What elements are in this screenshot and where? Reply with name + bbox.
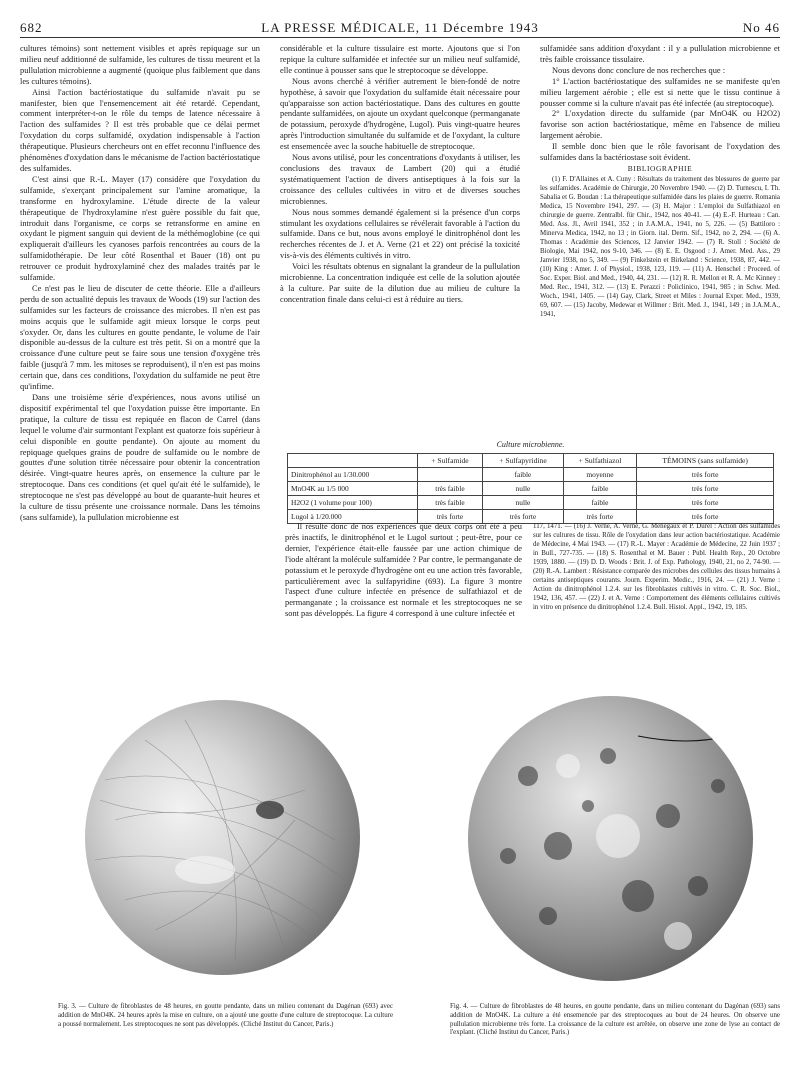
paragraph: Nous avons utilisé, pour les concentrations d'oxydants à utiliser, les conclusions des travaux de Lambert (20) qui a étudié systématiquement l'action de divers antiseptiques à la fois sur la croissance des cellules cultivées in vitro et de diverses souches microbiennes. — [280, 153, 520, 206]
table-cell: très forte — [637, 496, 774, 510]
table-cell: très forte — [637, 468, 774, 482]
table-row — [288, 482, 774, 496]
table-cell: Dinitrophénol au 1/30.000 — [288, 468, 418, 482]
bibliography-title: BIBLIOGRAPHIE — [627, 163, 693, 173]
table-header: + Sulfapyridine — [483, 454, 563, 468]
bibliography-part-2: 117, 1471. — (16) J. Verne, A. Verne, G. Menegaux et P. Durel : Action des sulfamides sur les cultures de tissu. Rôle de l'oxydation dans leur action bactériostatique. Académie de Médecine, 4 Mai 1943. — (17) R.-L. Mayer : Académie de Médecine, 22 Juin 1937 ; in Bull., 727-735. — (18) S. Rosenthal et M. Bauer : Publ. Health Rep., 20 Octobre 1939, 1880. — (19) D. D. Woods : Brit. J. of Exp. Pathology, 1940, 21, no 2, 74-90. — (20) R.-A. Lambert : Résistance comparée des microbes des cellules des tissus humains à certains antiseptiques courants. Journ. Experim. Medic., 1916, 24. — (21) J. Verne : Action du dinitrophénol 1.2.4. sur les fibroblastes cultivés in vitro. C. R. Soc. Biol., 1942, 136, 457. — (22) J. et A. Verne : Comportement des éléments cellulaires cultivés in vitro en présence du dinitrophénol 1.2.4. Bull. Histol. Appl., 1942, 19, 185. — [533, 523, 780, 611]
paragraph: Dans une troisième série d'expériences, nous avons utilisé un dispositif expérimental tel que l'oxydation puisse être importante. En pratique, la culture de tissu est repiquée en flacon de Carrel (dans lequel le volume d'air surmontant l'explant est quatorze fois supérieur à celui disponible en goutte pendante). On ajoute au moment du repiquage quelques grains de poudre de sulfamide ou le nombre de gouttes d'une solution titrée nécessaire pour obtenir la concentration désirée. Vingt-quatre heures après, on ensemence la culture par le streptocoque. Dans ces conditions (et quel qu'ait été le sulfamide), le streptocoque ne s'est pas développé au bout de quarante-huit heures et la culture de tissu présente une croissance normale. Dans les témoins (sans sulfamide), la pullulation microbienne est — [20, 393, 260, 522]
paragraph: C'est ainsi que R.-L. Mayer (17) considère que l'oxydation du sulfamide, s'exerçant principalement sur l'amine aromatique, la transforme en hydroxylamine. L'étude directe de la valeur thérapeutique de l'hydroxylamine n'est guère possible du fait que, introduit dans l'organisme, ce corps se retransforme en amine en oxydant le pigment sanguin qui devient de la méthémoglobine (ce qui expliquerait d'ailleurs les cyanoses parfois rencontrées au cours de la sulfamidothérapie. De leur côté Rosenthal et Bauer (18) ont pu retrouver ce produit hydroxylaminé chez des malades traités par le sulfamide. — [20, 174, 260, 283]
table-header: + Sulfamide — [417, 454, 483, 468]
table-cell: faible — [563, 496, 637, 510]
figure-3-caption: Fig. 3. — Culture de fibroblastes de 48 heures, en goutte pendante, dans un milieu contenant du Dagénan (693) avec addition de MnO4K. 24 heures après la mise en culture, on a ajouté une goutte d'une culture de streptocoque. La culture a poussé normalement. Les streptocoques ne sont pas développés. (Cliché Institut du Cancer, Paris.) — [58, 1003, 393, 1028]
table-cell: très forte — [563, 510, 637, 524]
paragraph: considérable et la culture tissulaire est morte. Ajoutons que si l'on repique la culture sulfamidée et infectée sur un milieu neuf sulfamidé, elle continue à pousser sans que le streptocoque se développe. — [280, 44, 520, 75]
table-cell: très faible — [417, 482, 483, 496]
table-caption: Culture microbienne. — [496, 440, 565, 449]
table-row — [288, 496, 774, 510]
paragraph: Voici les résultats obtenus en signalant la grandeur de la pullulation microbienne. La concentration indiquée est celle de la solution ajoutée à la culture. Par suite de la dilution due au milieu de culture la concentration finale dans celui-ci est à réduire au tiers. — [280, 262, 520, 304]
table-cell: très faible — [417, 496, 483, 510]
paragraph: Il résulte donc de nos expériences que deux corps ont été à peu près inactifs, le dinitrophénol et le Lugol surtout ; peut-être, pour ce dernier, l'expérience était-elle faussée par une action chimique de l'iode altérant la molécule sulfamidée ? Par contre, le permanganate de potassium et le peroxyde d'hydrogène ont eu une action très favorable, particulièrement avec la sulfapyridine (693). La figure 3 montre l'aspect d'une culture infectée en présence de sulfathiazol et de permanganate ; la croissance est normale et les streptocoques ne se sont pas développés. La figure 4 correspond à une culture infectée et — [285, 522, 522, 619]
table-cell: Lugol à 1/20.000 — [288, 510, 418, 524]
bibliography-continued — [533, 522, 780, 682]
table-cell: H2O2 (1 volume pour 100) — [288, 496, 418, 510]
table-cell: MnO4K au 1/5 000 — [288, 482, 418, 496]
paragraph: Nous nous sommes demandé également si la présence d'un corps stimulant les oxydations cellulaires se révélerait favorable à l'action du sulfamide. Dans ce but, nous avons employé le dinitrophénol dont les recherches récentes de J. et A. Verne (21 et 22) ont précisé la toxicité vis-à-vis des éléments cultivés in vitro. — [280, 207, 520, 261]
paragraph: Nous devons donc conclure de nos recherches que : — [552, 65, 726, 75]
results-table — [287, 453, 774, 524]
page-number: 682 — [20, 20, 43, 35]
table-header: + Sulfathiazol — [563, 454, 637, 468]
table-header — [288, 454, 418, 468]
paragraph: cultures témoins) sont nettement visibles et après repiquage sur un milieu neuf additionné de sulfamide, les cultures de tissu meurent et la pullulation microbienne a augmenté (quoique plus faiblement que dans les cultures témoins). — [20, 44, 260, 86]
table-cell: très forte — [417, 510, 483, 524]
table-row — [288, 468, 774, 482]
header-rule — [20, 37, 780, 38]
table-cell: nulle — [483, 496, 563, 510]
table-cell: faible — [483, 468, 563, 482]
figure-4-micrograph — [468, 696, 753, 981]
results-table-block — [287, 440, 774, 524]
table-cell: très forte — [637, 510, 774, 524]
journal-title: LA PRESSE MÉDICALE, 11 Décembre 1943 — [261, 20, 539, 35]
figure-3-micrograph — [85, 700, 360, 975]
paragraph: Ainsi l'action bactériostatique du sulfamide n'avait pu se manifester, bien que l'ensemencement ait été retardé. Cependant, comment interpréter-t-on le rôle du temps de latence nécessaire à l'action des sulfamides ? Il est très probable que ce délai permet l'oxydation du corps sulfamidé, oxydation indispensable à l'action thérapeutique. Plusieurs chercheurs ont en effet reconnu l'influence des phénomènes d'oxydation dans le mécanisme de l'action bactériostatique des sulfamides. — [20, 87, 260, 173]
paragraph: 2° L'oxydation directe du sulfamide (par MnO4K ou H2O2) favorise son action bactériostatique, même en l'absence de milieu largement aérobie. — [540, 109, 780, 141]
paragraph: Nous avons cherché à vérifier autrement le bien-fondé de notre hypothèse, à savoir que l'oxydation du sulfamide était nécessaire pour qu'apparaisse son action bactériostatique. Dans des cultures en goutte pendante sulfamidées, on ajoute un oxydant quelconque (permanganate de potassium, peroxyde d'hydrogène, Lugol). Puis vingt-quatre heures après l'introduction simultanée du sulfamide et de l'oxydant, la culture est ensemencée avec la souche habituelle de streptocoque. — [280, 76, 520, 152]
table-cell: moyenne — [563, 468, 637, 482]
column-3 — [540, 44, 780, 444]
table-cell — [417, 468, 483, 482]
lower-column-2 — [285, 522, 522, 682]
table-cell: nulle — [483, 482, 563, 496]
issue-number: No 46 — [742, 20, 780, 35]
table-cell: très forte — [483, 510, 563, 524]
table-cell: très forte — [637, 482, 774, 496]
table-cell: faible — [563, 482, 637, 496]
column-1 — [20, 44, 260, 684]
paragraph: 1° L'action bactériostatique des sulfamides ne se manifeste qu'en milieu largement aérobie ; elle est si nette que le tissu continue à pousser comme si la culture n'avait pas été infectée (au streptocoque). — [540, 76, 780, 108]
bibliography-part-1: (1) F. D'Allaines et A. Cuny : Résultats du traitement des blessures de guerre par les sulfamides. Académie de Chirurgie, 20 Novembre 1940. — (2) D. Turnescu, I. Th. Sabalia et G. Boudan : La thérapeutique sulfamidée dans les plaies de guerre. Romania Medica, 15 Novembre 1941, 297. — (3) H. Major : L'emploi du Sulfathiazol en chirurgie de guerre. Zentralbl. für Chir., 1942, nos 40-41. — (4) E.-F. Hurteau : Can. Med. Ass. Jl., Avril 1941, 352 ; in J.A.M.A., 1941, no 5, 226. — (5) Battiloro : Minerva Medica, 1942, no 13 ; in Giorn. ital. Derm. Sif., 1942, no 2, 294. — (6) A. Thomas : Académie des Sciences, 12 Janvier 1942. — (7) R. Stoll : Société de Biologie, Mai 1942, nos 9-10, 346. — (8) E. E. Osgood : J. Amer. Med. Ass., 29 Janvier 1938, no 5, 349. — (9) Finkelstein et Birkeland : Science, 1938, 87, 442. — (10) King : Amer. J. of Physiol., 1938, 123, 119. — (11) A. Henschel : Proceed. of Soc. Exper. Biol. and Med., 1940, 44, 231. — (12) R. R. Mellon et R. A. Mc Kinney : Med. Rec., 1941, 312. — (13) E. Perazzi : Policlinico, 1941, 985 ; in Schw. Med. Woch., 1941, 1405. — (14) Gay, Clark, Street et Miles : Journal Exper. Med., 1939, 69, 607. — (15) Jacoby, Medewar et Willmer : Brit. Med. J., 1941, 149 ; in J.A.M.A., 1941, — [540, 175, 780, 318]
paragraph: Il semble donc bien que le rôle favorisant de l'oxydation des sulfamides dans la bactériostase soit évident. — [540, 142, 780, 163]
paragraph: Ce n'est pas le lieu de discuter de cette théorie. Elle a d'ailleurs perdu de son actualité depuis les travaux de Woods (19) sur l'action des sulfamides sur les facteurs de croissance des microbes. Il n'en est pas moins acquis que le sulfamide agit mieux lorsque le corps peut s'oxyder. Or, dans les cultures en goutte pendante, le volume de l'air disponible au-dessus de la culture est très petit. Si on a montré que la croissance d'une culture peut se faire sous une tension d'oxygène très faible (jusqu'à 7 mm. les mitoses se reproduisent), il n'en est pas moins certain que, dans ces conditions, l'oxydation du sulfamide ne peut être qu'infime. — [20, 283, 260, 392]
figure-4-caption: Fig. 4. — Culture de fibroblastes de 48 heures, en goutte pendante, dans un milieu contenant du Dagénan (693) sans addition de MnO4K. La culture a été ensemencée par des streptocoques au bout de 24 heures. On observe une pullulation microbienne très forte. La croissance de la culture est arrêtée, on observe une zone de lyse au contact de l'explant. (Cliché Institut du Cancer, Paris.) — [450, 1003, 780, 1037]
paragraph: sulfamidée sans addition d'oxydant : il y a pullulation microbienne et très faible croissance tissulaire. — [540, 44, 780, 64]
table-header: TÉMOINS (sans sulfamide) — [637, 454, 774, 468]
column-2 — [280, 44, 520, 444]
table-header-row — [288, 454, 774, 468]
